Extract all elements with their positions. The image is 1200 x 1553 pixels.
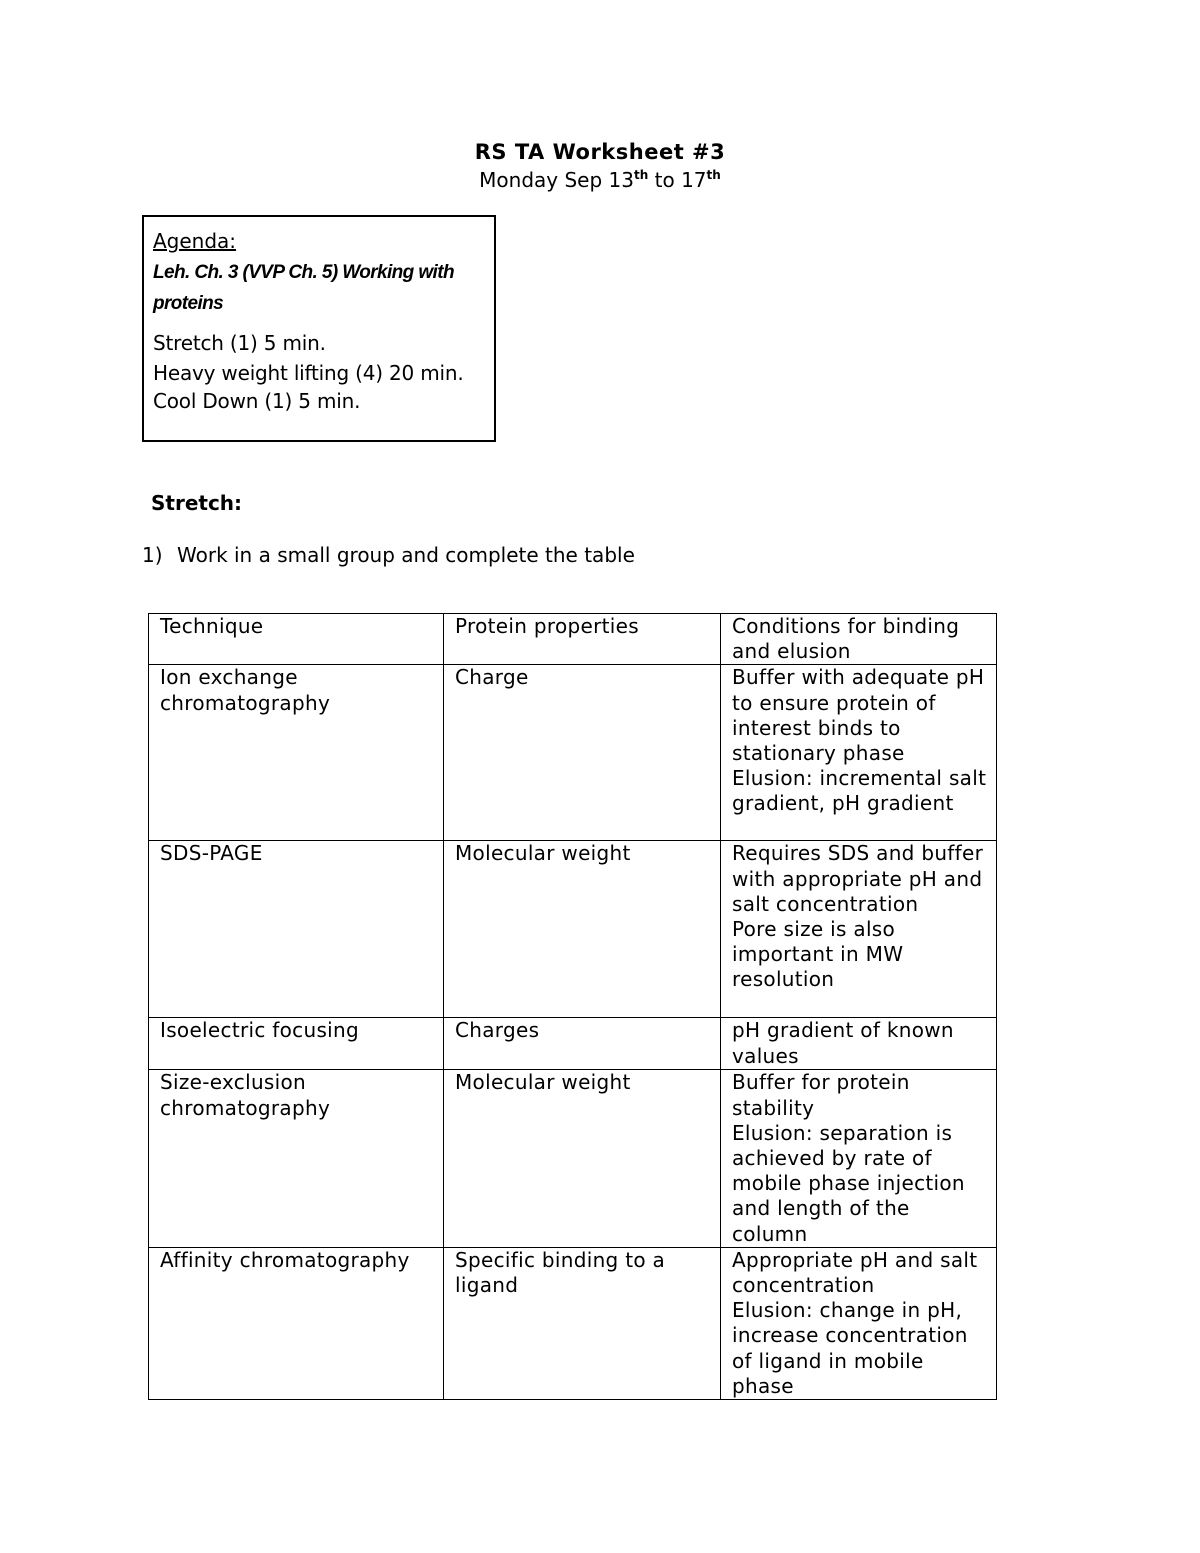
techniques-table	[148, 613, 997, 1400]
condition-line: Elusion: change in pH, increase concentration of ligand in mobile phase	[732, 1298, 968, 1398]
property-cell: Specific binding to a ligand	[444, 1247, 721, 1399]
conditions-cell	[721, 1247, 997, 1399]
subtitle-superscript-1: th	[634, 168, 649, 182]
technique-cell: SDS-PAGE	[149, 841, 444, 1018]
condition-line: Appropriate pH and salt concentration	[732, 1247, 978, 1298]
technique-cell: Affinity chromatography	[149, 1247, 444, 1399]
table-row	[149, 1018, 997, 1070]
agenda-box	[142, 215, 496, 442]
page-subtitle	[0, 168, 1200, 192]
header-conditions: Conditions for binding and elusion	[721, 614, 997, 665]
agenda-item-heavy-lifting: Heavy weight lifting (4) 20 min.	[153, 361, 464, 385]
conditions-cell	[721, 665, 997, 841]
condition-line: Requires SDS and buffer with appropriate pH and salt concentration	[732, 841, 984, 916]
condition-line: Pore size is also important in MW resolution	[732, 917, 904, 992]
page-title: RS TA Worksheet #3	[474, 140, 726, 164]
condition-line: Elusion: incremental salt gradient, pH gradient	[732, 766, 987, 816]
agenda-item-cool-down: Cool Down (1) 5 min.	[153, 389, 361, 413]
table-row	[149, 1070, 997, 1247]
agenda-topic: Leh. Ch. 3 (VVP Ch. 5) Working with proteins	[153, 262, 454, 314]
subtitle-superscript-2: th	[706, 168, 721, 182]
subtitle-start: Monday Sep 13	[479, 168, 634, 192]
condition-line: Buffer for protein stability	[732, 1070, 910, 1120]
header-technique: Technique	[149, 614, 444, 665]
property-cell: Charges	[444, 1018, 721, 1070]
agenda-label: Agenda:	[153, 229, 237, 253]
question-1	[142, 543, 635, 567]
property-cell: Molecular weight	[444, 841, 721, 1018]
table-row	[149, 665, 997, 841]
technique-cell: Ion exchange chromatography	[149, 665, 444, 841]
condition-line: Elusion: separation is achieved by rate of mobile phase injection and length of the column	[732, 1120, 965, 1246]
technique-cell: Isoelectric focusing	[149, 1018, 444, 1070]
table-header-row	[149, 614, 997, 665]
conditions-cell	[721, 1070, 997, 1247]
conditions-cell	[721, 841, 997, 1018]
stretch-heading: Stretch:	[151, 491, 243, 515]
condition-line: Buffer with adequate pH to ensure protein of interest binds to stationary phase	[732, 665, 985, 766]
table-row	[149, 841, 997, 1018]
property-cell: Charge	[444, 665, 721, 841]
condition-line: pH gradient of known values	[732, 1018, 954, 1068]
property-cell: Molecular weight	[444, 1070, 721, 1247]
question-number: 1)	[142, 543, 163, 567]
agenda-item-stretch: Stretch (1) 5 min.	[153, 331, 326, 355]
table-row	[149, 1247, 997, 1399]
subtitle-middle: to 17	[648, 168, 707, 192]
header-protein-properties: Protein properties	[444, 614, 721, 665]
technique-cell: Size-exclusion chromatography	[149, 1070, 444, 1247]
conditions-cell	[721, 1018, 997, 1070]
question-text: Work in a small group and complete the table	[177, 543, 635, 567]
